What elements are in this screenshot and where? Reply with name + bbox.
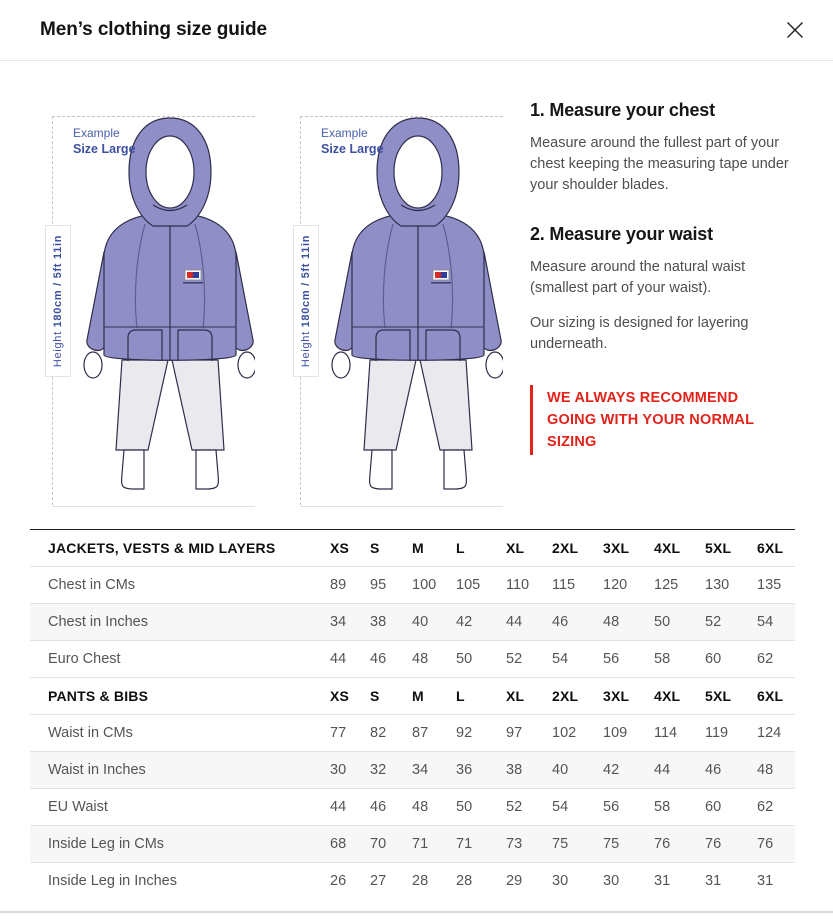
example-size-text: Size Large (73, 142, 136, 156)
person-illustration (40, 112, 255, 507)
callout-text: WE ALWAYS RECOMMEND GOING WITH YOUR NORMAL SIZING (547, 390, 754, 450)
size-value: 119 (705, 725, 729, 741)
table-row (30, 863, 795, 900)
size-value: 114 (654, 725, 678, 741)
size-value: 34 (412, 762, 429, 778)
size-value: 29 (506, 873, 523, 890)
height-label (293, 225, 319, 377)
size-value: 44 (506, 614, 523, 630)
size-column-header: 4XL (654, 540, 681, 556)
size-value: 92 (456, 725, 473, 741)
size-value: 120 (603, 577, 628, 593)
size-value: 75 (603, 836, 620, 852)
size-value: 48 (603, 614, 620, 630)
size-value: 38 (506, 762, 523, 778)
row-label: Chest in CMs (48, 577, 136, 593)
table-section-header-row (30, 678, 795, 715)
height-label (45, 225, 71, 377)
size-value: 110 (506, 577, 530, 593)
height-value: 180cm / 5ft 11in (300, 234, 312, 328)
step2-heading: 2. Measure your waist (530, 224, 713, 244)
size-value: 58 (654, 651, 671, 667)
size-value: 62 (757, 799, 774, 815)
size-value: 115 (552, 577, 576, 593)
size-value: 40 (552, 762, 569, 778)
size-value: 102 (552, 725, 577, 741)
size-figure-1 (40, 112, 255, 507)
person-illustration (288, 112, 503, 507)
size-column-header: 3XL (603, 540, 630, 556)
size-value: 38 (370, 614, 387, 630)
recommendation-callout (530, 385, 779, 455)
size-value: 70 (370, 836, 387, 852)
size-value: 30 (603, 873, 620, 890)
row-label: Waist in Inches (48, 762, 146, 778)
size-column-header: M (412, 688, 424, 704)
size-value: 109 (603, 725, 628, 741)
size-value: 76 (705, 836, 722, 852)
size-value: 56 (603, 799, 620, 815)
size-value: 31 (757, 873, 774, 890)
size-value: 56 (603, 651, 620, 667)
table-row (30, 641, 795, 678)
size-value: 42 (456, 614, 473, 630)
size-value: 54 (552, 651, 569, 667)
size-value: 40 (412, 614, 429, 630)
row-label: Inside Leg in CMs (48, 836, 165, 852)
size-value: 130 (705, 577, 730, 593)
size-value: 68 (330, 836, 347, 852)
page-title: Men’s clothing size guide (40, 19, 267, 40)
size-column-header: 3XL (603, 688, 630, 704)
step1-body: Measure around the fullest part of your chest keeping the measuring tape under your shoulder blades. (530, 135, 789, 193)
row-label: Euro Chest (48, 651, 121, 667)
table-row (30, 567, 795, 604)
size-value: 73 (506, 836, 523, 852)
size-value: 48 (412, 651, 429, 667)
size-value: 58 (654, 799, 671, 815)
size-column-header: XS (330, 688, 350, 704)
size-column-header: M (412, 540, 424, 556)
size-value: 50 (456, 651, 473, 667)
size-value: 135 (757, 577, 782, 593)
size-value: 105 (456, 577, 481, 593)
size-value: 46 (552, 614, 569, 630)
size-column-header: 5XL (705, 688, 732, 704)
row-label: Waist in CMs (48, 725, 133, 741)
size-column-header: S (370, 688, 380, 704)
size-value: 52 (506, 651, 523, 667)
size-value: 44 (330, 651, 347, 667)
size-value: 95 (370, 577, 387, 593)
step2-body: Measure around the natural waist (smallest part of your waist). (530, 259, 746, 296)
size-value: 28 (456, 873, 473, 890)
size-value: 60 (705, 799, 722, 815)
size-value: 32 (370, 762, 387, 778)
size-value: 34 (330, 614, 347, 630)
size-column-header: 4XL (654, 688, 681, 704)
size-value: 100 (412, 577, 437, 593)
size-value: 75 (552, 836, 569, 852)
row-label: Chest in Inches (48, 614, 148, 630)
size-column-header: S (370, 540, 380, 556)
table-row (30, 826, 795, 863)
size-value: 36 (456, 762, 473, 778)
table-row (30, 789, 795, 826)
size-value: 71 (412, 836, 429, 852)
table-row (30, 752, 795, 789)
size-column-header: L (456, 540, 465, 556)
table-row (30, 604, 795, 641)
height-value: 180cm / 5ft 11in (52, 234, 64, 328)
size-value: 125 (654, 577, 679, 593)
size-value: 97 (506, 725, 523, 741)
size-value: 44 (330, 799, 347, 815)
size-value: 30 (330, 762, 347, 778)
size-column-header: 5XL (705, 540, 732, 556)
size-value: 46 (705, 762, 722, 778)
size-value: 28 (412, 873, 429, 890)
example-label (321, 125, 384, 157)
size-value: 76 (654, 836, 671, 852)
size-column-header: L (456, 688, 465, 704)
size-value: 46 (370, 651, 387, 667)
height-prefix: Height (52, 331, 64, 368)
size-value: 77 (330, 725, 347, 741)
size-value: 52 (705, 614, 722, 630)
size-value: 71 (456, 836, 473, 852)
size-value: 46 (370, 799, 387, 815)
size-value: 52 (506, 799, 523, 815)
modal-header (0, 0, 833, 61)
size-column-header: 2XL (552, 688, 579, 704)
size-table (30, 529, 795, 900)
size-value: 124 (757, 725, 782, 741)
size-value: 30 (552, 873, 569, 890)
size-value: 54 (757, 614, 774, 630)
table-section-title: JACKETS, VESTS & MID LAYERS (48, 540, 276, 556)
step2-note: Our sizing is designed for layering underneath. (530, 315, 749, 352)
size-column-header: XS (330, 540, 350, 556)
table-section-header-row (30, 530, 795, 567)
size-column-header: XL (506, 688, 525, 704)
bottom-divider (0, 911, 833, 913)
size-value: 44 (654, 762, 671, 778)
size-value: 48 (757, 762, 774, 778)
size-value: 50 (456, 799, 473, 815)
size-value: 76 (757, 836, 774, 852)
size-value: 26 (330, 873, 347, 890)
size-value: 31 (705, 873, 722, 890)
size-value: 42 (603, 762, 620, 778)
example-label (73, 125, 136, 157)
example-text: Example (321, 126, 368, 140)
height-prefix: Height (300, 331, 312, 368)
size-column-header: 2XL (552, 540, 579, 556)
size-column-header: 6XL (757, 540, 784, 556)
size-value: 60 (705, 651, 722, 667)
size-value: 62 (757, 651, 774, 667)
row-label: EU Waist (48, 799, 108, 815)
close-button[interactable] (777, 12, 813, 48)
table-section-title: PANTS & BIBS (48, 688, 149, 704)
size-table-section (30, 529, 795, 900)
size-value: 27 (370, 873, 387, 890)
size-column-header: XL (506, 540, 525, 556)
example-size-text: Size Large (321, 142, 384, 156)
row-label: Inside Leg in Inches (48, 873, 177, 890)
size-value: 89 (330, 577, 347, 593)
step1-heading: 1. Measure your chest (530, 100, 715, 120)
close-icon (786, 21, 804, 39)
size-value: 48 (412, 799, 429, 815)
size-value: 50 (654, 614, 671, 630)
example-text: Example (73, 126, 120, 140)
measuring-instructions (530, 100, 805, 455)
size-value: 87 (412, 725, 429, 741)
size-value: 54 (552, 799, 569, 815)
size-figure-2 (288, 112, 503, 507)
size-value: 31 (654, 873, 671, 890)
size-column-header: 6XL (757, 688, 784, 704)
table-row (30, 715, 795, 752)
size-value: 82 (370, 725, 387, 741)
